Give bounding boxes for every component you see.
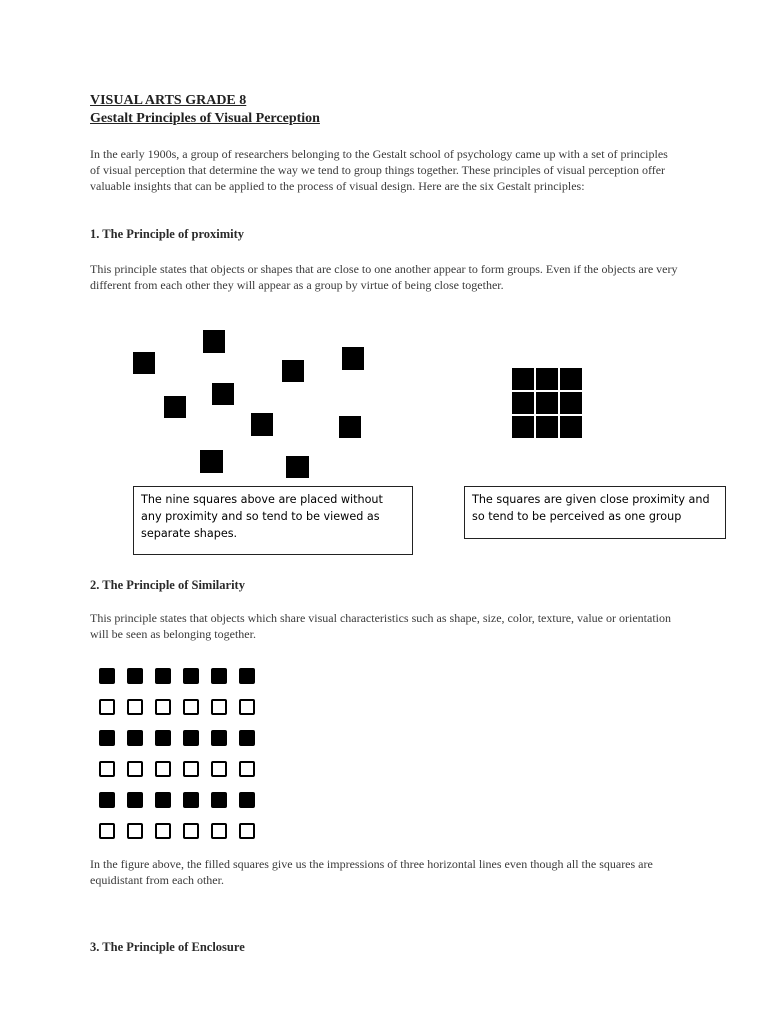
filled-square [211,730,227,746]
open-square [183,699,199,715]
filled-square [99,730,115,746]
open-square [127,823,143,839]
filled-square [155,668,171,684]
grouped-square [536,392,558,414]
filled-square [183,730,199,746]
filled-square [155,730,171,746]
filled-square [239,792,255,808]
open-square [99,823,115,839]
document-subtitle: Gestalt Principles of Visual Perception [90,111,320,126]
filled-square [183,792,199,808]
filled-square [211,792,227,808]
filled-square [239,668,255,684]
similarity-explanation: In the figure above, the filled squares give us the impressions of three horizontal lines even though all the squares are equidistant from each other. [90,857,653,887]
section-heading-enclosure: 3. The Principle of Enclosure [90,940,245,954]
grouped-square [512,416,534,438]
caption-scattered: The nine squares above are placed without any proximity and so tend to be viewed as separate shapes. [133,486,413,555]
open-square [99,761,115,777]
open-square [155,699,171,715]
filled-square [239,730,255,746]
open-square [211,823,227,839]
open-square [183,761,199,777]
similarity-paragraph: This principle states that objects which share visual characteristics such as shape, size, color, texture, value or orientation will be seen as belonging together. [90,611,671,641]
open-square [127,761,143,777]
filled-square [99,668,115,684]
filled-square [127,668,143,684]
scattered-square [339,416,361,438]
open-square [239,761,255,777]
open-square [211,761,227,777]
grouped-square [512,368,534,390]
filled-square [183,668,199,684]
grouped-square [560,368,582,390]
section-heading-similarity: 2. The Principle of Similarity [90,578,245,592]
grouped-square [560,416,582,438]
grouped-square [512,392,534,414]
similarity-squares-figure [99,668,255,839]
filled-square [127,730,143,746]
filled-square [155,792,171,808]
open-square [239,823,255,839]
filled-square [99,792,115,808]
open-square [155,761,171,777]
intro-paragraph: In the early 1900s, a group of researchers belonging to the Gestalt school of psychology came up with a set of principles of visual perception that determine the way we tend to group things together. These principles of visual perception offer valuable insights that can be applied to the process of visual design. Here are the six Gestalt principles: [90,147,668,193]
scattered-square [203,330,225,353]
grouped-square [536,368,558,390]
grouped-square [536,416,558,438]
caption-grouped: The squares are given close proximity and so tend to be perceived as one group [464,486,726,539]
scattered-square [282,360,304,382]
scattered-square [212,383,234,405]
grouped-squares-figure [512,368,582,438]
document-title: VISUAL ARTS GRADE 8 [90,93,247,108]
scattered-square [251,413,273,436]
section-heading-proximity: 1. The Principle of proximity [90,227,245,241]
scattered-square [342,347,364,370]
grouped-square [560,392,582,414]
open-square [183,823,199,839]
open-square [99,699,115,715]
open-square [239,699,255,715]
filled-square [127,792,143,808]
open-square [127,699,143,715]
proximity-paragraph: This principle states that objects or shapes that are close to one another appear to form groups. Even if the objects are very different from each other they will appear as a group by virtue of being close together. [90,262,678,292]
open-square [211,699,227,715]
scattered-square [133,352,155,374]
scattered-square [286,456,309,478]
filled-square [211,668,227,684]
open-square [155,823,171,839]
scattered-square [200,450,223,473]
scattered-square [164,396,186,418]
